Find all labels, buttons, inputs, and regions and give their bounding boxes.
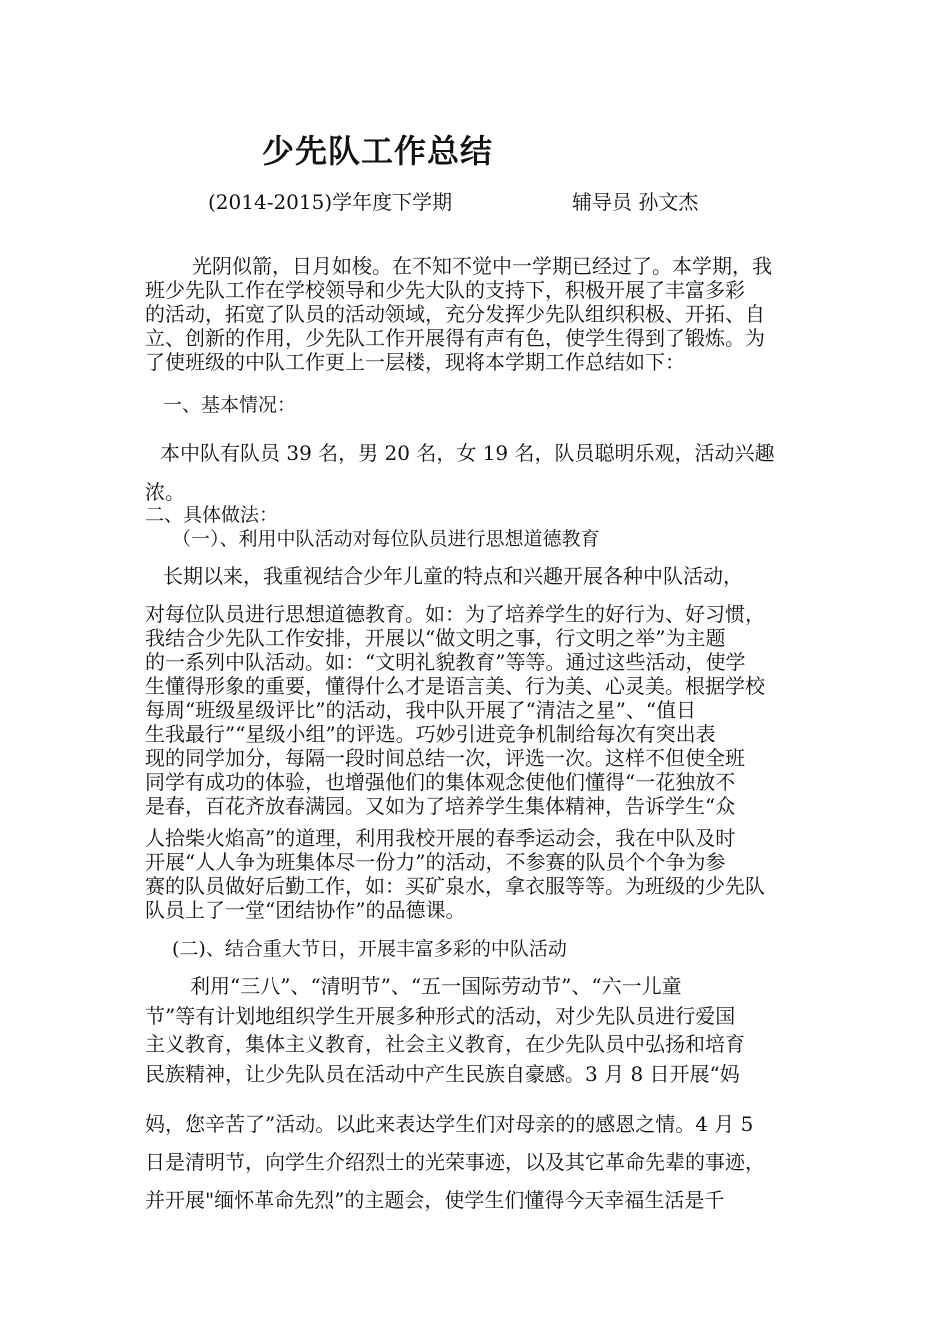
paragraph-line: 生懂得形象的重要，懂得什么才是语言美、行为美、心灵美。根据学校: [145, 674, 765, 698]
paragraph-line: 主义教育，集体主义教育，社会主义教育，在少先队员中弘扬和培育: [145, 1032, 745, 1056]
paragraph-line: 同学有成功的体验，也增强他们的集体观念使他们懂得“一花独放不: [145, 770, 736, 794]
section-heading: 一、基本情况：: [163, 394, 297, 416]
paragraph-line: 队员上了一堂“团结协作”的品德课。: [145, 898, 466, 922]
paragraph-line: 生我最行”“星级小组”的评选。巧妙引进竞争机制给每次有突出表: [145, 722, 716, 746]
paragraph-line: 的一系列中队活动。如：“文明礼貌教育”等等。通过这些活动，使学: [145, 650, 746, 674]
paragraph-line: 长期以来，我重视结合少年儿童的特点和兴趣开展各种中队活动，: [163, 564, 743, 588]
paragraph-line: 人拾柴火焰高”的道理，利用我校开展的春季运动会，我在中队及时: [145, 826, 736, 850]
paragraph-line: 并开展"缅怀革命先烈”的主题会，使学生们懂得今天幸福生活是千: [145, 1188, 725, 1212]
paragraph-line: 了使班级的中队工作更上一层楼，现将本学期工作总结如下：: [145, 350, 685, 374]
subsection-heading: （一）、利用中队活动对每位队员进行思想道德教育: [172, 528, 600, 550]
paragraph-line: 的活动，拓宽了队员的活动领域，充分发挥少先队组织积极、开拓、自: [145, 302, 765, 326]
document-title: 少先队工作总结: [262, 132, 494, 170]
section-heading: 二、具体做法：: [145, 504, 279, 526]
subsection-heading: (二)、结合重大节日，开展丰富多彩的中队活动: [172, 938, 567, 960]
paragraph-line: 对每位队员进行思想道德教育。如：为了培养学生的好行为、好习惯，: [145, 602, 765, 626]
paragraph-line: 光阴似箭，日月如梭。在不知不觉中一学期已经过了。本学期，我: [192, 254, 772, 278]
term-label: (2014-2015)学年度下学期: [208, 190, 453, 214]
paragraph-line: 利用“三八”、“清明节”、“五一国际劳动节”、“六一儿童: [190, 974, 682, 998]
paragraph-line: 日是清明节，向学生介绍烈士的光荣事迹，以及其它革命先辈的事迹，: [145, 1150, 765, 1174]
paragraph-line: 每周“班级星级评比”的活动，我中队开展了“清洁之星”、“值日: [145, 698, 697, 722]
paragraph-line: 班少先队工作在学校领导和少先大队的支持下，积极开展了丰富多彩: [145, 278, 745, 302]
paragraph-line: 赛的队员做好后勤工作，如：买矿泉水，拿衣服等等。为班级的少先队: [145, 874, 765, 898]
paragraph-line: 妈，您辛苦了”活动。以此来表达学生们对母亲的的感恩之情。4 月 5: [145, 1112, 754, 1136]
paragraph-line: 民族精神，让少先队员在活动中产生民族自豪感。3 月 8 日开展“妈: [145, 1062, 740, 1086]
paragraph-line: 现的同学加分，每隔一段时间总结一次，评选一次。这样不但使全班: [145, 746, 745, 770]
paragraph-line: 本中队有队员 39 名，男 20 名，女 19 名，队员聪明乐观，活动兴趣: [160, 441, 775, 465]
paragraph-line: 我结合少先队工作安排，开展以“做文明之事，行文明之举”为主题: [145, 626, 726, 650]
teacher-label: 辅导员 孙文杰: [572, 190, 699, 214]
paragraph-line: 立、创新的作用，少先队工作开展得有声有色，使学生得到了锻炼。为: [145, 326, 765, 350]
paragraph-line: 浓。: [145, 480, 185, 504]
paragraph-line: 节”等有计划地组织学生开展多种形式的活动，对少先队员进行爱国: [145, 1004, 736, 1028]
paragraph-line: 开展“人人争为班集体尽一份力”的活动，不参赛的队员个个争为参: [145, 850, 726, 874]
paragraph-line: 是春，百花齐放春满园。又如为了培养学生集体精神，告诉学生“众: [145, 794, 736, 818]
